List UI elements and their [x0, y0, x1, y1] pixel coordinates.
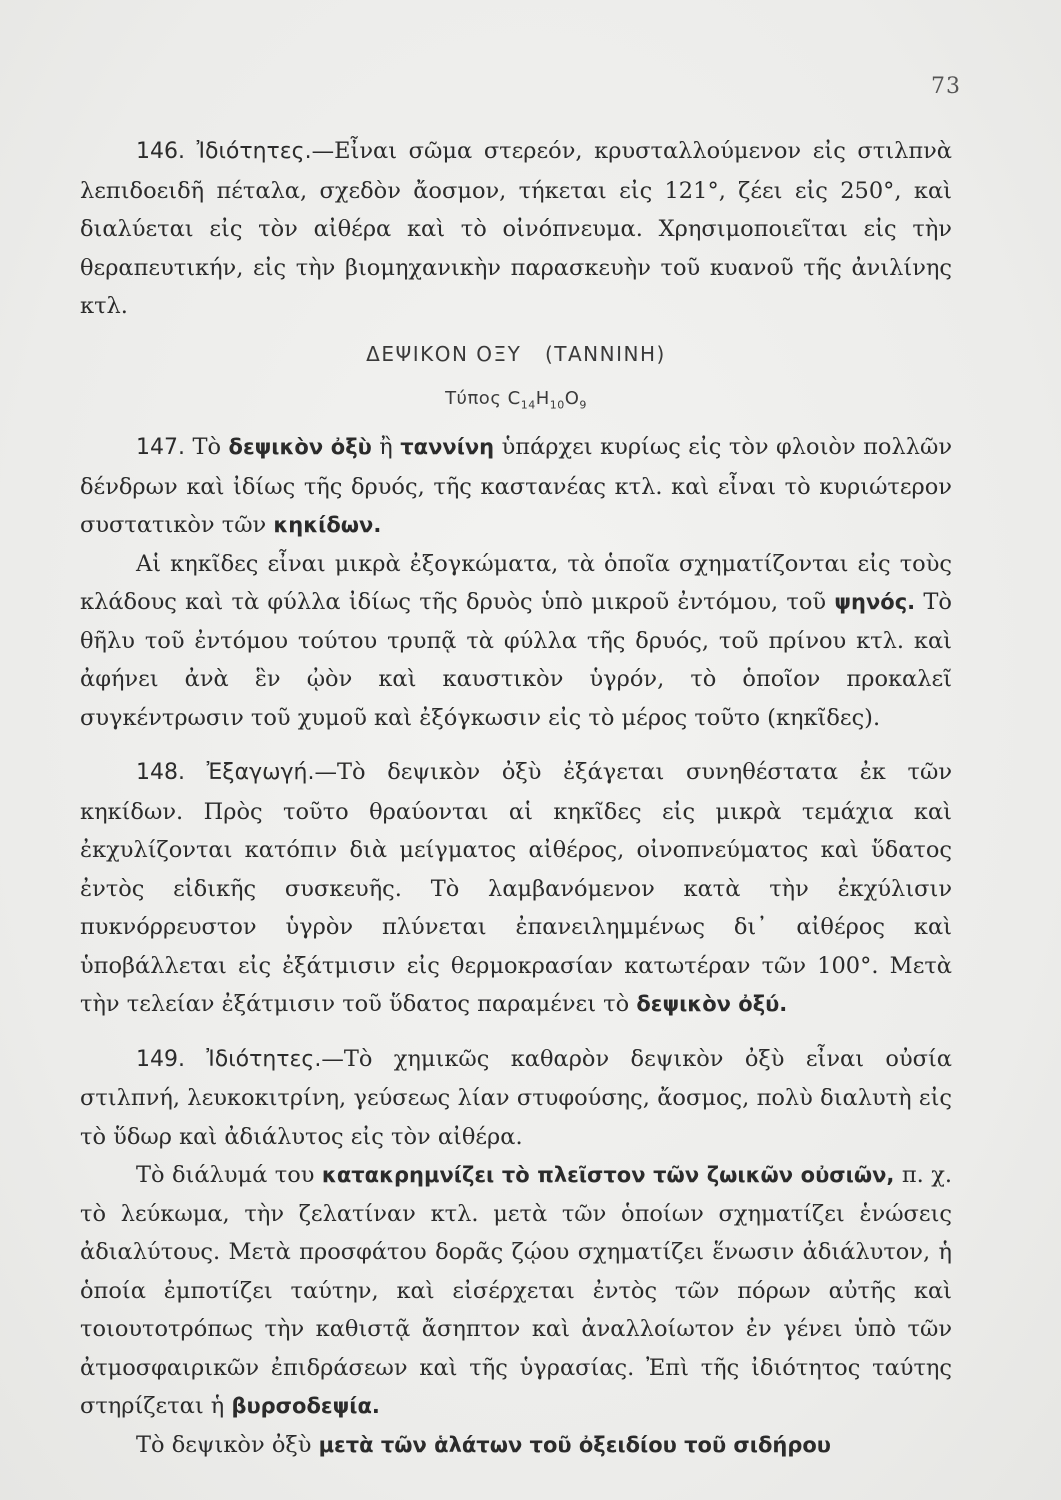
- section-title-149: Ἰδιότητες.: [206, 1046, 322, 1072]
- section-title-148: Ἐξαγωγή.: [206, 760, 315, 786]
- paragraph-149-iron: [80, 1426, 952, 1465]
- paragraph-147-text-2: ἢ: [371, 434, 401, 461]
- paragraph-147-galls: [80, 545, 952, 738]
- heading-alt-name: (ΤΑΝΝΙΝΗ): [544, 341, 666, 366]
- page-number: 73: [931, 74, 961, 99]
- paragraph-146-text: —Εἶναι σῶμα στερεόν, κρυσταλλούμενον εἰς στιλπνὰ λεπιδοειδῆ πέταλα, σχεδὸν ἄοσμον, τήκεται εἰς 121°, ζέει εἰς 250°, καὶ διαλύεται εἰς τὸν αἰθέρα καὶ τὸ οἰνόπνευμα. Χρησιμοποιεῖται εἰς τὴν θεραπευτικήν, εἰς τὴν βιομηχανικὴν παρασκευὴν τοῦ κυανοῦ τῆς ἀνιλίνης κτλ.: [80, 138, 952, 319]
- formula-o-subscript: 9: [579, 398, 587, 412]
- formula-label: Τύπος: [445, 387, 502, 409]
- term-tanning: βυρσοδεψία.: [231, 1394, 380, 1419]
- paragraph-149-solution: [80, 1156, 952, 1426]
- paragraph-148-text: —Τὸ δεψικὸν ὀξὺ ἐξάγεται συνηθέστατα ἐκ τῶν κηκίδων. Πρὸς τοῦτο θραύονται αἱ κηκῖδες εἰς μικρὰ τεμάχια καὶ ἐκχυλίζονται κατόπιν διὰ μείγματος αἰθέρος, οἰνοπνεύματος καὶ ὕδατος ἐντὸς εἰδικῆς συσκευῆς. Τὸ λαμβανόμενον κατὰ τὴν ἐκχύλισιν πυκνόρρευστον ὑγρὸν πλύνεται ἐπανειλημμένως δι᾽ αἰθέρος καὶ ὑποβάλλεται εἰς ἐξάτμισιν εἰς θερμοκρασίαν κατωτέραν τῶν 100°. Μετὰ τὴν τελείαν ἐξάτμισιν τοῦ ὕδατος παραμένει τὸ: [80, 759, 952, 1018]
- formula-o: O: [564, 387, 580, 409]
- paragraph-148: [80, 753, 952, 1024]
- paragraph-149c-text-1: Τὸ δεψικὸν ὀξὺ: [136, 1431, 319, 1458]
- page-body: [80, 132, 952, 1464]
- section-title-146: Ἰδιότητες.: [196, 139, 312, 164]
- term-precipitates: κατακρημνίζει τὸ πλεῖστον τῶν ζωικῶν οὐσιῶν,: [321, 1163, 895, 1188]
- formula-c-subscript: 14: [520, 398, 536, 412]
- paragraph-147: [80, 428, 952, 545]
- paragraph-149b-text-2: π. χ. τὸ λεύκωμα, τὴν ζελατίναν κτλ. μετὰ τῶν ὁποίων σχηματίζει ἑνώσεις ἀδιαλύτους. Μετὰ προσφάτου δορᾶς ζῴου σχηματίζει ἕνωσιν ἀδιάλυτον, ἡ ὁποία ἐμποτίζει ταύτην, καὶ εἰσέρχεται ἐντὸς τῶν πόρων αὐτῆς καὶ τοιουτοτρόπως τὴν καθιστᾷ ἄσηπτον καὶ ἀναλλοίωτον ἐν γένει ὑπὸ τῶν ἀτμοσφαιρικῶν ἐπιδράσεων καὶ τῆς ὑγρασίας. Ἐπὶ τῆς ἰδιότητος ταύτης στηρίζεται ἡ: [80, 1162, 953, 1420]
- paragraph-149: [80, 1040, 952, 1157]
- section-number-149: 149.: [136, 1046, 185, 1072]
- paragraph-147-text-3: ὑπάρχει κυρίως εἰς τὸν φλοιὸν πολλῶν δένδρων καὶ ἰδίως τῆς δρυός, τῆς καστανέας κτλ. καὶ εἶναι τὸ κυριώτερον συστατικὸν τῶν: [80, 434, 952, 539]
- paragraph-149-text: —Τὸ χημικῶς καθαρὸν δεψικὸν ὀξὺ εἶναι οὐσία στιλπνή, λευκοκιτρίνη, γεύσεως λίαν στυφούσης, ἄοσμος, πολὺ διαλυτὴ εἰς τὸ ὕδωρ καὶ ἀδιάλυτος εἰς τὸν αἰθέρα.: [80, 1045, 952, 1150]
- term-tannic-acid-result: δεψικὸν ὀξύ.: [636, 992, 788, 1017]
- paragraph-149b-text-1: Τὸ διάλυμά του: [136, 1162, 322, 1189]
- heading-main-text: ΔΕΨΙΚΟΝ ΟΞΥ: [366, 341, 522, 366]
- formula-h-subscript: 10: [549, 398, 565, 412]
- term-tannin: ταννίνη: [400, 435, 495, 460]
- paragraph-146: [80, 132, 952, 326]
- section-heading: [80, 332, 952, 429]
- heading-title: [80, 332, 952, 376]
- paragraph-147b-text-2: Τὸ θῆλυ τοῦ ἐντόμου τούτου τρυπᾷ τὰ φύλλα τῆς δρυός, τοῦ πρίνου κτλ. καὶ ἀφήνει ἀνὰ ἓν ᾠὸν καὶ καυστικὸν ὑγρόν, τὸ ὁποῖον προκαλεῖ συγκέντρωσιν τοῦ χυμοῦ καὶ ἐξόγκωσιν εἰς τὸ μέρος τοῦτο (κηκῖδες).: [80, 589, 952, 731]
- term-galls: κηκίδων.: [273, 513, 382, 538]
- formula-c: C: [507, 387, 521, 409]
- section-number-146: 146.: [136, 139, 185, 164]
- paragraph-147-text-1: Τὸ: [184, 434, 229, 461]
- formula-h: H: [535, 387, 550, 409]
- term-tannic-acid: δεψικὸν ὀξὺ: [228, 435, 372, 460]
- term-gall-wasp: ψηνός.: [834, 590, 916, 615]
- chemical-formula: [80, 376, 952, 429]
- term-iron-salts: μετὰ τῶν ἁλάτων τοῦ ὀξειδίου τοῦ σιδήρου: [318, 1432, 831, 1457]
- section-number-147: 147.: [136, 435, 185, 461]
- paragraph-147b-text-1: Αἱ κηκῖδες εἶναι μικρὰ ἐξογκώματα, τὰ ὁποῖα σχηματίζονται εἰς τοὺς κλάδους καὶ τὰ φύλλα ἰδίως τῆς δρυὸς ὑπὸ μικροῦ ἐντόμου, τοῦ: [80, 550, 952, 616]
- section-number-148: 148.: [136, 760, 185, 786]
